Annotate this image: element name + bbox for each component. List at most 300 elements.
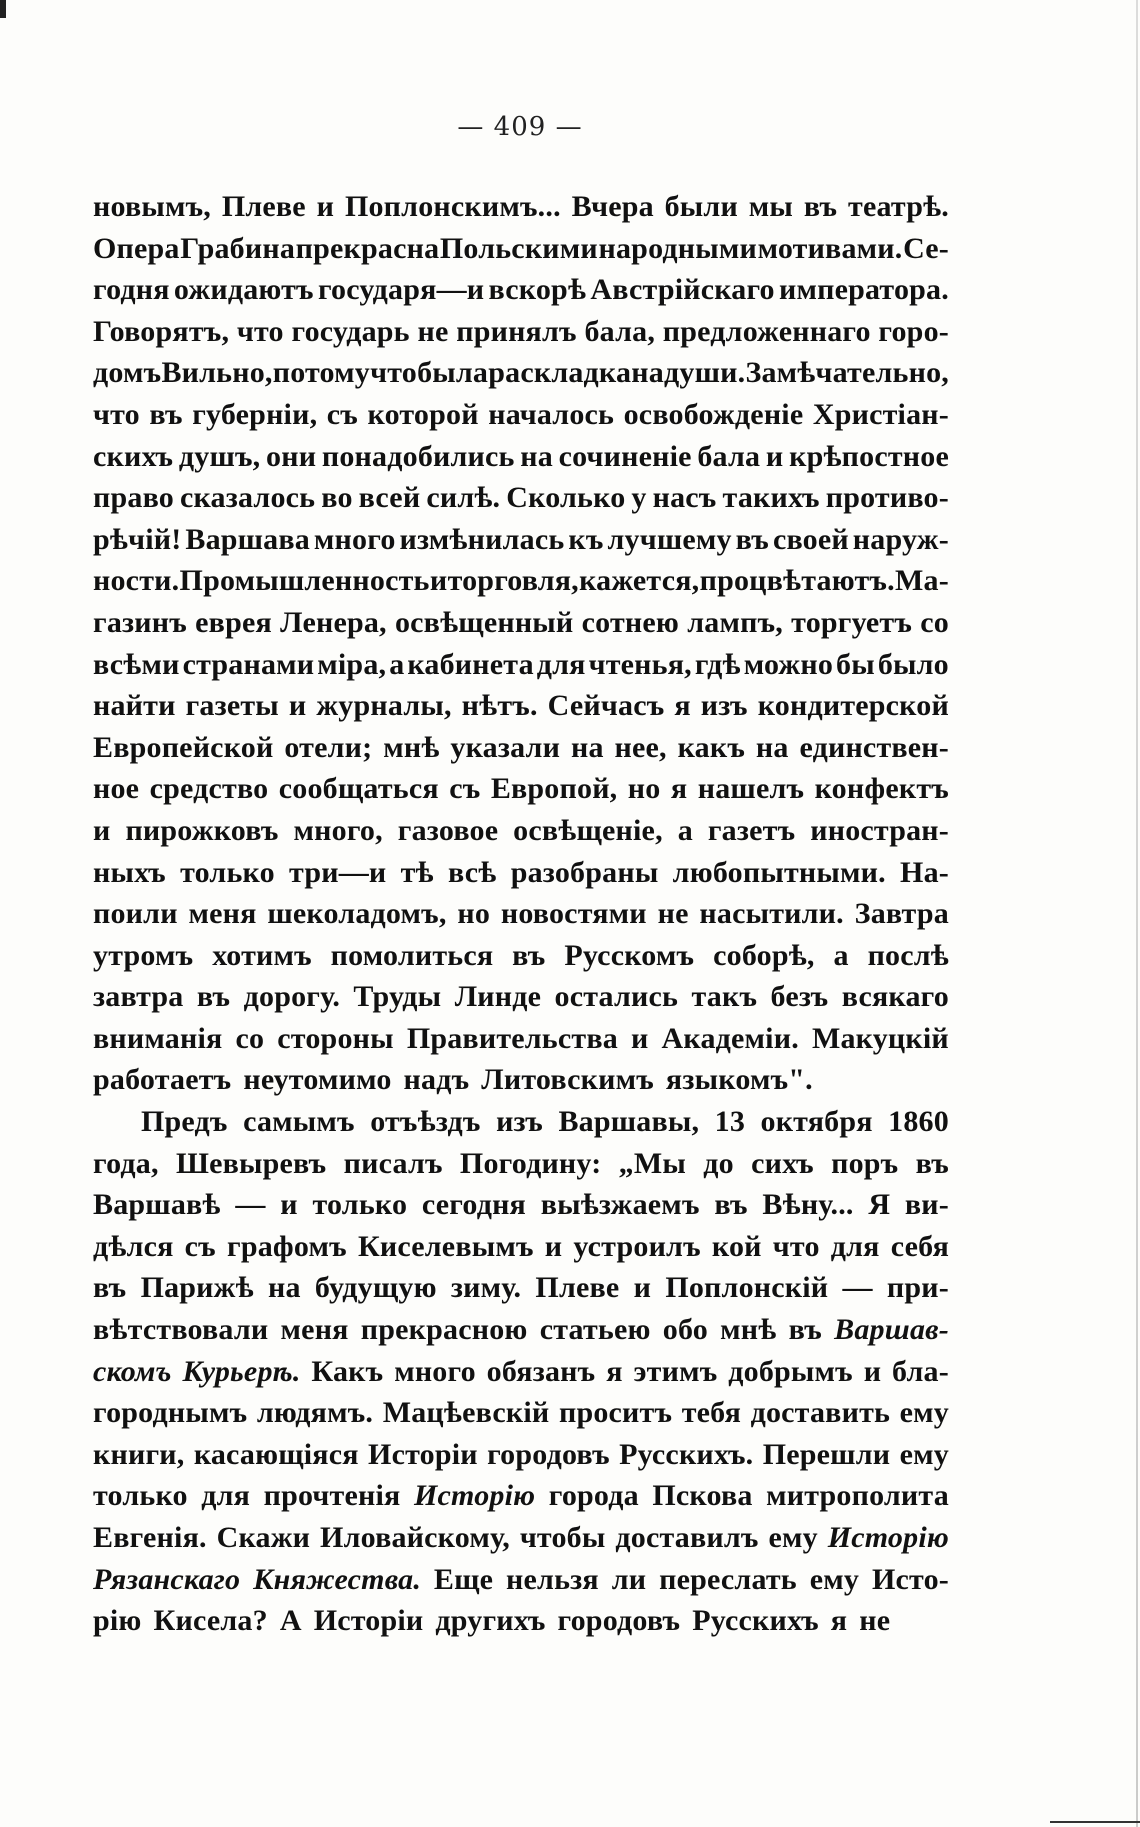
word: при- <box>886 1271 949 1305</box>
word: будущую <box>314 1271 437 1305</box>
word: лампъ, <box>687 605 783 639</box>
text-line <box>93 1267 949 1309</box>
word: ныхъ <box>93 855 166 889</box>
word: утромъ <box>93 938 194 972</box>
word: Еще <box>433 1562 494 1596</box>
word: можно <box>743 647 834 681</box>
word: бала, <box>584 314 656 348</box>
word: города <box>548 1479 639 1513</box>
word: много, <box>293 813 383 847</box>
text-line <box>93 1351 949 1393</box>
word: На- <box>900 855 949 889</box>
word: ему <box>899 1437 949 1471</box>
word: прекрасна <box>295 231 440 265</box>
text-line <box>93 1018 949 1060</box>
word: Исторію <box>414 1479 536 1513</box>
text-line <box>93 976 949 1018</box>
word: Опера <box>93 231 180 265</box>
text-line <box>93 1434 949 1476</box>
word: нашелъ <box>697 772 805 806</box>
word: Исторіи <box>313 1604 424 1638</box>
text-line <box>93 644 949 686</box>
word: мнѣ <box>720 1313 777 1347</box>
word: статьею <box>539 1313 651 1347</box>
word: а <box>389 647 405 681</box>
word: городовъ <box>557 1604 681 1638</box>
word: Шевыревъ <box>175 1146 327 1180</box>
word: соборѣ, <box>713 938 815 972</box>
text-line <box>93 893 949 935</box>
word: дѣлся <box>93 1229 174 1263</box>
text-line <box>93 1559 949 1601</box>
word: Ленера, <box>280 605 387 639</box>
word: они <box>266 439 317 473</box>
word: въ <box>512 938 546 972</box>
word: завтра <box>93 980 184 1014</box>
word: разобраны <box>510 855 659 889</box>
word: на <box>520 439 553 473</box>
word: Поплонскій <box>665 1271 829 1305</box>
word: газеты <box>185 689 279 723</box>
word: наруж- <box>852 522 949 556</box>
word: а <box>677 813 693 847</box>
word: средство <box>149 772 269 806</box>
word: освобожденіе <box>623 397 804 431</box>
word: самымъ <box>243 1105 355 1139</box>
word: сихъ <box>751 1146 814 1180</box>
word: людямъ. <box>256 1396 374 1430</box>
word: Русскомъ <box>564 938 695 972</box>
text-line <box>93 436 949 478</box>
word: А <box>279 1604 302 1638</box>
text-line <box>93 394 949 436</box>
word: Кисела? <box>153 1604 268 1638</box>
word: Рязанскаго <box>93 1562 241 1596</box>
word: и <box>863 1354 882 1388</box>
word: раскладка <box>488 356 632 390</box>
page-number: — 409 — <box>457 112 583 142</box>
word: шеколадомъ, <box>267 897 447 931</box>
text-line <box>93 477 949 519</box>
word: ви- <box>904 1188 949 1222</box>
word: Перешли <box>762 1437 891 1471</box>
word: Грабина <box>180 231 296 265</box>
word: душъ, <box>178 439 261 473</box>
word: Пскова <box>652 1479 753 1513</box>
word: принялъ <box>456 314 577 348</box>
word: Се- <box>903 231 949 265</box>
text-line <box>93 1226 949 1268</box>
word: Поплонскимъ... <box>344 190 561 223</box>
word: добрымъ <box>728 1354 853 1388</box>
word: писалъ <box>343 1146 443 1180</box>
word: что <box>772 1229 820 1263</box>
word: найти <box>93 689 176 723</box>
word: мы <box>748 190 794 223</box>
word: освѣщенный <box>394 605 574 639</box>
word: театрѣ. <box>848 190 949 223</box>
word: вскорѣ <box>488 273 587 307</box>
word: мнѣ <box>383 730 440 764</box>
word: Я <box>868 1188 891 1222</box>
word: Погодину: <box>459 1146 602 1180</box>
word: торговля, <box>447 564 579 598</box>
word: вниманія <box>93 1021 223 1055</box>
word: Линде <box>454 980 542 1014</box>
word: ожидаютъ <box>173 273 314 307</box>
word: Исторію <box>827 1521 949 1554</box>
word: и <box>633 1271 652 1305</box>
text-line <box>93 186 949 228</box>
word: нѣтъ. <box>461 689 538 723</box>
word: и <box>288 689 307 723</box>
word: Плеве <box>221 190 306 223</box>
word: ему <box>899 1396 949 1430</box>
text-line <box>93 1600 949 1642</box>
word: въ <box>149 397 183 431</box>
word: Евгенія. <box>93 1521 207 1554</box>
word: я <box>670 772 688 806</box>
word: потому <box>272 356 371 390</box>
word: всѣ <box>447 855 497 889</box>
word: скихъ <box>93 439 174 473</box>
word: насъ <box>652 481 717 515</box>
word: что <box>93 397 140 431</box>
word: Австрійскаго <box>590 273 775 307</box>
word: на <box>570 730 604 764</box>
word: ему <box>768 1521 818 1554</box>
word: городнымъ <box>93 1396 248 1430</box>
text-line <box>93 1101 949 1143</box>
word: стороны <box>277 1021 394 1055</box>
word: меня <box>280 1313 349 1347</box>
scan-edge-shadow <box>1136 0 1138 1827</box>
word: міра, <box>317 647 387 681</box>
word: Варшава <box>185 522 310 556</box>
word: насытили. <box>699 897 844 931</box>
word: Скажи <box>216 1521 311 1554</box>
word: нее, <box>614 730 667 764</box>
word: императора. <box>778 273 949 307</box>
word: дорогу. <box>243 980 341 1014</box>
word: Парижѣ <box>140 1271 254 1305</box>
word: доставить <box>750 1396 891 1430</box>
word: три—и <box>289 855 387 889</box>
word: вѣтствовали <box>93 1313 269 1347</box>
word: работаетъ <box>93 1063 232 1097</box>
word: книги, <box>93 1437 185 1471</box>
text-line <box>93 727 949 769</box>
word: Завтра <box>854 897 949 931</box>
word: отели; <box>284 730 373 764</box>
word: Сколько <box>506 481 626 515</box>
word: Правительства <box>406 1021 618 1055</box>
word: касающіяся <box>193 1437 359 1471</box>
text-line <box>93 228 949 270</box>
word: только <box>312 1188 408 1222</box>
word: обязанъ <box>486 1354 596 1388</box>
word: государь <box>291 314 410 348</box>
word: Европой, <box>490 772 618 806</box>
word: процвѣтаютъ. <box>699 564 895 598</box>
word: освѣщеніе, <box>513 813 663 847</box>
word: Мацѣевскій <box>382 1396 550 1430</box>
text-line <box>93 768 949 810</box>
word: митрополита <box>766 1479 949 1513</box>
word: другихъ <box>435 1604 546 1638</box>
word: „Мы <box>618 1146 687 1180</box>
word: противо- <box>825 481 949 515</box>
word: Труды <box>353 980 442 1014</box>
word: съ <box>184 1229 216 1263</box>
text-line <box>93 1392 949 1434</box>
word: Варшавѣ <box>93 1188 221 1222</box>
word: всякаго <box>841 980 949 1014</box>
word: не <box>859 1604 891 1638</box>
text-line <box>93 935 949 977</box>
word: въ <box>788 1313 822 1347</box>
word: поръ <box>831 1146 899 1180</box>
word: къ <box>568 522 604 556</box>
word: Варшавы, <box>558 1105 700 1139</box>
word: гдѣ <box>694 647 741 681</box>
word: но <box>627 772 661 806</box>
word: странами <box>182 647 315 681</box>
word: право <box>93 481 174 515</box>
word: кажется, <box>579 564 700 598</box>
word: въ <box>915 1146 949 1180</box>
word: Ма- <box>895 564 949 598</box>
word: для <box>201 1479 251 1513</box>
text-line <box>93 1475 949 1517</box>
word: Говорятъ, <box>93 314 230 348</box>
word: только <box>93 1479 188 1513</box>
word: Курьерѣ. <box>182 1354 301 1388</box>
scan-bottom-rule <box>1050 1821 1140 1823</box>
word: сотнею <box>581 605 680 639</box>
word: октября <box>760 1105 873 1139</box>
word: указали <box>450 730 561 764</box>
word: лучшему <box>607 522 732 556</box>
word: сказалось <box>179 481 316 515</box>
text-line <box>93 1143 949 1185</box>
word: до <box>703 1146 734 1180</box>
word: много <box>313 522 396 556</box>
word: меня <box>188 897 257 931</box>
text-line <box>93 269 949 311</box>
word: у <box>631 481 647 515</box>
word: государя—и <box>317 273 485 307</box>
word: Вчера <box>571 190 654 223</box>
word: и <box>544 1229 563 1263</box>
word: чтенья, <box>588 647 692 681</box>
word: и <box>765 439 784 473</box>
word: всей <box>358 481 421 515</box>
word: надъ <box>403 1063 470 1097</box>
word: понадобились <box>321 439 515 473</box>
word: были <box>664 190 738 223</box>
word: помолиться <box>330 938 494 972</box>
word: домъ <box>93 356 162 390</box>
word: бла- <box>892 1354 949 1388</box>
text-line <box>93 352 949 394</box>
word: новостями <box>500 897 647 931</box>
word: своей <box>772 522 849 556</box>
word: но <box>457 897 491 931</box>
word: — <box>235 1188 266 1222</box>
word: Промышленность <box>179 564 430 598</box>
word: рію <box>93 1604 142 1638</box>
text-line <box>93 1517 949 1559</box>
word: Исто- <box>871 1562 949 1596</box>
word: на <box>631 356 664 390</box>
word: души. <box>664 356 746 390</box>
word: въ <box>93 1271 127 1305</box>
word: губерніи, <box>192 397 318 431</box>
text-line <box>93 852 949 894</box>
word: Литовскимъ <box>481 1063 654 1097</box>
word: газинъ <box>93 605 187 639</box>
text-line <box>93 1184 949 1226</box>
word: мотивами. <box>757 231 903 265</box>
word: не <box>417 314 449 348</box>
word: Иловайскому, <box>320 1521 510 1554</box>
text-line <box>93 560 949 602</box>
word: ли <box>611 1562 647 1596</box>
word: года, <box>93 1146 159 1180</box>
word: въ <box>196 980 231 1014</box>
word: изъ <box>496 1105 543 1139</box>
word: народными <box>598 231 758 265</box>
text-line <box>93 311 949 353</box>
text-line <box>93 602 949 644</box>
word: торгуетъ <box>791 605 913 639</box>
text-line <box>93 1059 949 1101</box>
word: Вѣну... <box>762 1188 854 1222</box>
word: кой <box>711 1229 762 1263</box>
word: какъ <box>677 730 746 764</box>
word: Европейской <box>93 730 274 764</box>
word: неутомимо <box>243 1063 392 1097</box>
word: проситъ <box>558 1396 673 1430</box>
body-text <box>93 186 949 1642</box>
word: на <box>755 730 789 764</box>
word: въ <box>714 1188 748 1222</box>
word: измѣнилась <box>399 522 565 556</box>
word: я <box>674 689 691 723</box>
word: Академіи. <box>661 1021 799 1055</box>
word: сообщаться <box>278 772 439 806</box>
word: которой <box>367 397 479 431</box>
word: въ <box>803 190 838 223</box>
word: Исторіи <box>368 1437 478 1471</box>
word: много <box>394 1354 476 1388</box>
word: пирожковъ <box>125 813 279 847</box>
word: для <box>536 647 586 681</box>
word: я <box>830 1604 848 1638</box>
word: не <box>657 897 689 931</box>
word: отъѣздъ <box>370 1105 481 1139</box>
word: Киселевымъ <box>357 1229 534 1263</box>
word: Княжества. <box>253 1562 422 1596</box>
word: 1860 <box>888 1105 949 1139</box>
word: и <box>93 813 111 847</box>
word: устроилъ <box>573 1229 701 1263</box>
word: — <box>842 1271 873 1305</box>
word: себя <box>890 1229 949 1263</box>
word: и <box>630 1021 649 1055</box>
word: чтобы <box>519 1521 606 1554</box>
word: и <box>280 1188 298 1222</box>
word: этимъ <box>633 1354 718 1388</box>
word: рѣчій! <box>93 522 182 556</box>
word: въ <box>735 522 769 556</box>
word: еврея <box>195 605 272 639</box>
word: прочтенія <box>263 1479 401 1513</box>
word: Русскихъ <box>692 1604 819 1638</box>
word: послѣ <box>867 938 949 972</box>
word: зиму. <box>450 1271 522 1305</box>
word: поили <box>93 897 178 931</box>
text-line <box>93 685 949 727</box>
word: доставилъ <box>615 1521 759 1554</box>
word: газовое <box>397 813 499 847</box>
word: безъ <box>770 980 829 1014</box>
word: и <box>316 190 335 223</box>
word: тѣ <box>400 855 434 889</box>
word: обо <box>662 1313 708 1347</box>
word: языкомъ". <box>665 1063 813 1097</box>
word: началось <box>488 397 615 431</box>
word: журналы, <box>316 689 452 723</box>
word: Варшав- <box>834 1313 949 1347</box>
word: что <box>370 356 417 390</box>
word: Польскими <box>439 231 598 265</box>
word: годня <box>93 273 170 307</box>
word: Макуцкій <box>811 1021 949 1055</box>
word: кабинета <box>407 647 534 681</box>
scan-corner-mark <box>0 0 6 18</box>
word: во <box>321 481 353 515</box>
word: крѣпостное <box>789 439 949 473</box>
word: Христіан- <box>812 397 949 431</box>
word: выѣзжаемъ <box>540 1188 700 1222</box>
word: такъ <box>691 980 758 1014</box>
word: сочиненіе <box>558 439 692 473</box>
text-line <box>93 810 949 852</box>
word: Замѣчательно, <box>745 356 949 390</box>
word: Русскихъ. <box>619 1437 754 1471</box>
word: съ <box>326 397 358 431</box>
word: предложеннаго <box>662 314 871 348</box>
word: на <box>268 1271 301 1305</box>
word: только <box>180 855 275 889</box>
word: иностран- <box>810 813 949 847</box>
word: прекрасною <box>360 1313 528 1347</box>
word: кондитерской <box>757 689 949 723</box>
word: горо- <box>878 314 949 348</box>
word: газетъ <box>707 813 796 847</box>
word: изъ <box>700 689 748 723</box>
text-line <box>93 1309 949 1351</box>
text-line <box>93 519 949 561</box>
word: Какъ <box>311 1354 384 1388</box>
word: тебя <box>681 1396 742 1430</box>
word: и <box>429 564 448 598</box>
word: такихъ <box>722 481 820 515</box>
word: сегодня <box>421 1188 526 1222</box>
word: для <box>830 1229 880 1263</box>
